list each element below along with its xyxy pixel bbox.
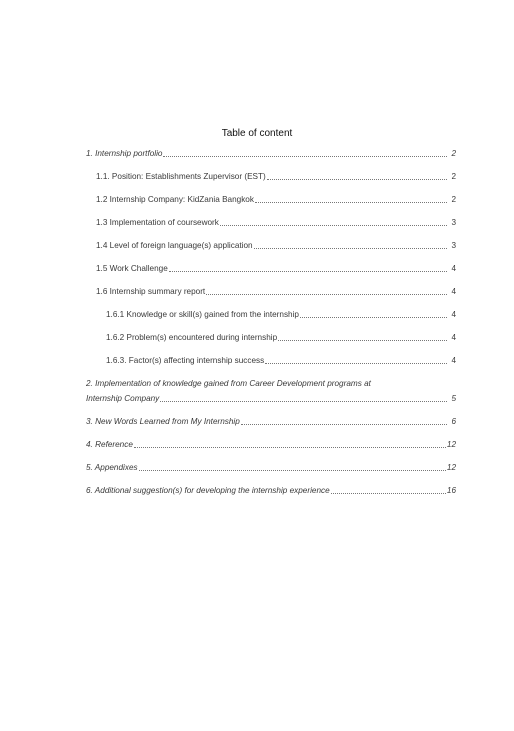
toc-entry-label: 1.5 Work Challenge xyxy=(96,264,168,273)
toc-entry-page: 4 xyxy=(451,333,456,342)
dot-leader xyxy=(267,179,447,180)
toc-entry-label-line: Internship Company xyxy=(86,394,160,403)
dot-leader xyxy=(331,493,446,494)
dot-leader xyxy=(254,248,447,249)
toc-entry-label: 4. Reference xyxy=(86,440,133,449)
toc-entry-label: 6. Additional suggestion(s) for developing the internship experience xyxy=(86,486,330,495)
toc-entry-label: 1.3 Implementation of coursework xyxy=(96,218,219,227)
toc-entry[interactable] xyxy=(86,439,456,450)
toc-entry[interactable] xyxy=(86,416,456,427)
toc-entry[interactable] xyxy=(86,240,456,251)
toc-entry[interactable] xyxy=(86,217,456,228)
dot-leader xyxy=(206,294,447,295)
toc-entry[interactable] xyxy=(86,263,456,274)
toc-entry-page: 4 xyxy=(451,264,456,273)
toc-entry-page: 6 xyxy=(451,417,456,426)
toc-entry-page: 4 xyxy=(451,356,456,365)
toc-entry-label: 1.1. Position: Establishments Zupervisor (EST) xyxy=(96,172,266,181)
toc-entry-label: 5. Appendixes xyxy=(86,463,138,472)
dot-leader xyxy=(163,156,447,157)
toc-entry-label: 1.6.1 Knowledge or skill(s) gained from the internship xyxy=(106,310,299,319)
toc-entry-page: 2 xyxy=(451,149,456,158)
toc-entry-page: 5 xyxy=(451,394,456,403)
dot-leader xyxy=(278,340,447,341)
toc-entry[interactable] xyxy=(86,171,456,182)
toc-entry-label: 1.6.2 Problem(s) encountered during internship xyxy=(106,333,278,342)
toc-entry[interactable] xyxy=(86,148,456,159)
dot-leader xyxy=(139,470,446,471)
toc-entry[interactable] xyxy=(86,309,456,320)
toc-entry-page: 2 xyxy=(451,195,456,204)
dot-leader xyxy=(134,447,446,448)
toc-entry-label-line: 2. Implementation of knowledge gained from Career Development programs at xyxy=(86,379,371,388)
toc-entry-page: 12 xyxy=(446,463,456,472)
dot-leader xyxy=(160,401,447,402)
toc-entry[interactable] xyxy=(86,485,456,496)
page-title: Table of content xyxy=(221,128,293,139)
toc-entry[interactable] xyxy=(86,462,456,473)
toc-entry[interactable] xyxy=(86,355,456,366)
table-of-contents xyxy=(86,148,456,496)
toc-entry[interactable] xyxy=(86,286,456,297)
toc-entry-page: 4 xyxy=(451,310,456,319)
toc-entry[interactable] xyxy=(86,378,456,404)
dot-leader xyxy=(255,202,447,203)
toc-entry[interactable] xyxy=(86,194,456,205)
toc-entry-label: 1. Internship portfolio xyxy=(86,149,163,158)
dot-leader xyxy=(265,363,447,364)
dot-leader xyxy=(220,225,447,226)
toc-entry-page: 16 xyxy=(446,486,456,495)
toc-entry-label: 1.2 Internship Company: KidZania Bangkok xyxy=(96,195,254,204)
toc-entry-page: 12 xyxy=(446,440,456,449)
toc-entry-label: 1.4 Level of foreign language(s) application xyxy=(96,241,253,250)
dot-leader xyxy=(241,424,447,425)
toc-entry[interactable] xyxy=(86,332,456,343)
toc-entry-label: 3. New Words Learned from My Internship xyxy=(86,417,240,426)
toc-entry-label: 1.6 Internship summary report xyxy=(96,287,206,296)
toc-entry-page: 2 xyxy=(451,172,456,181)
dot-leader xyxy=(169,271,447,272)
toc-entry-page: 3 xyxy=(451,241,456,250)
toc-entry-page: 3 xyxy=(451,218,456,227)
dot-leader xyxy=(300,317,447,318)
toc-entry-label: 1.6.3. Factor(s) affecting internship success xyxy=(106,356,265,365)
toc-entry-page: 4 xyxy=(451,287,456,296)
